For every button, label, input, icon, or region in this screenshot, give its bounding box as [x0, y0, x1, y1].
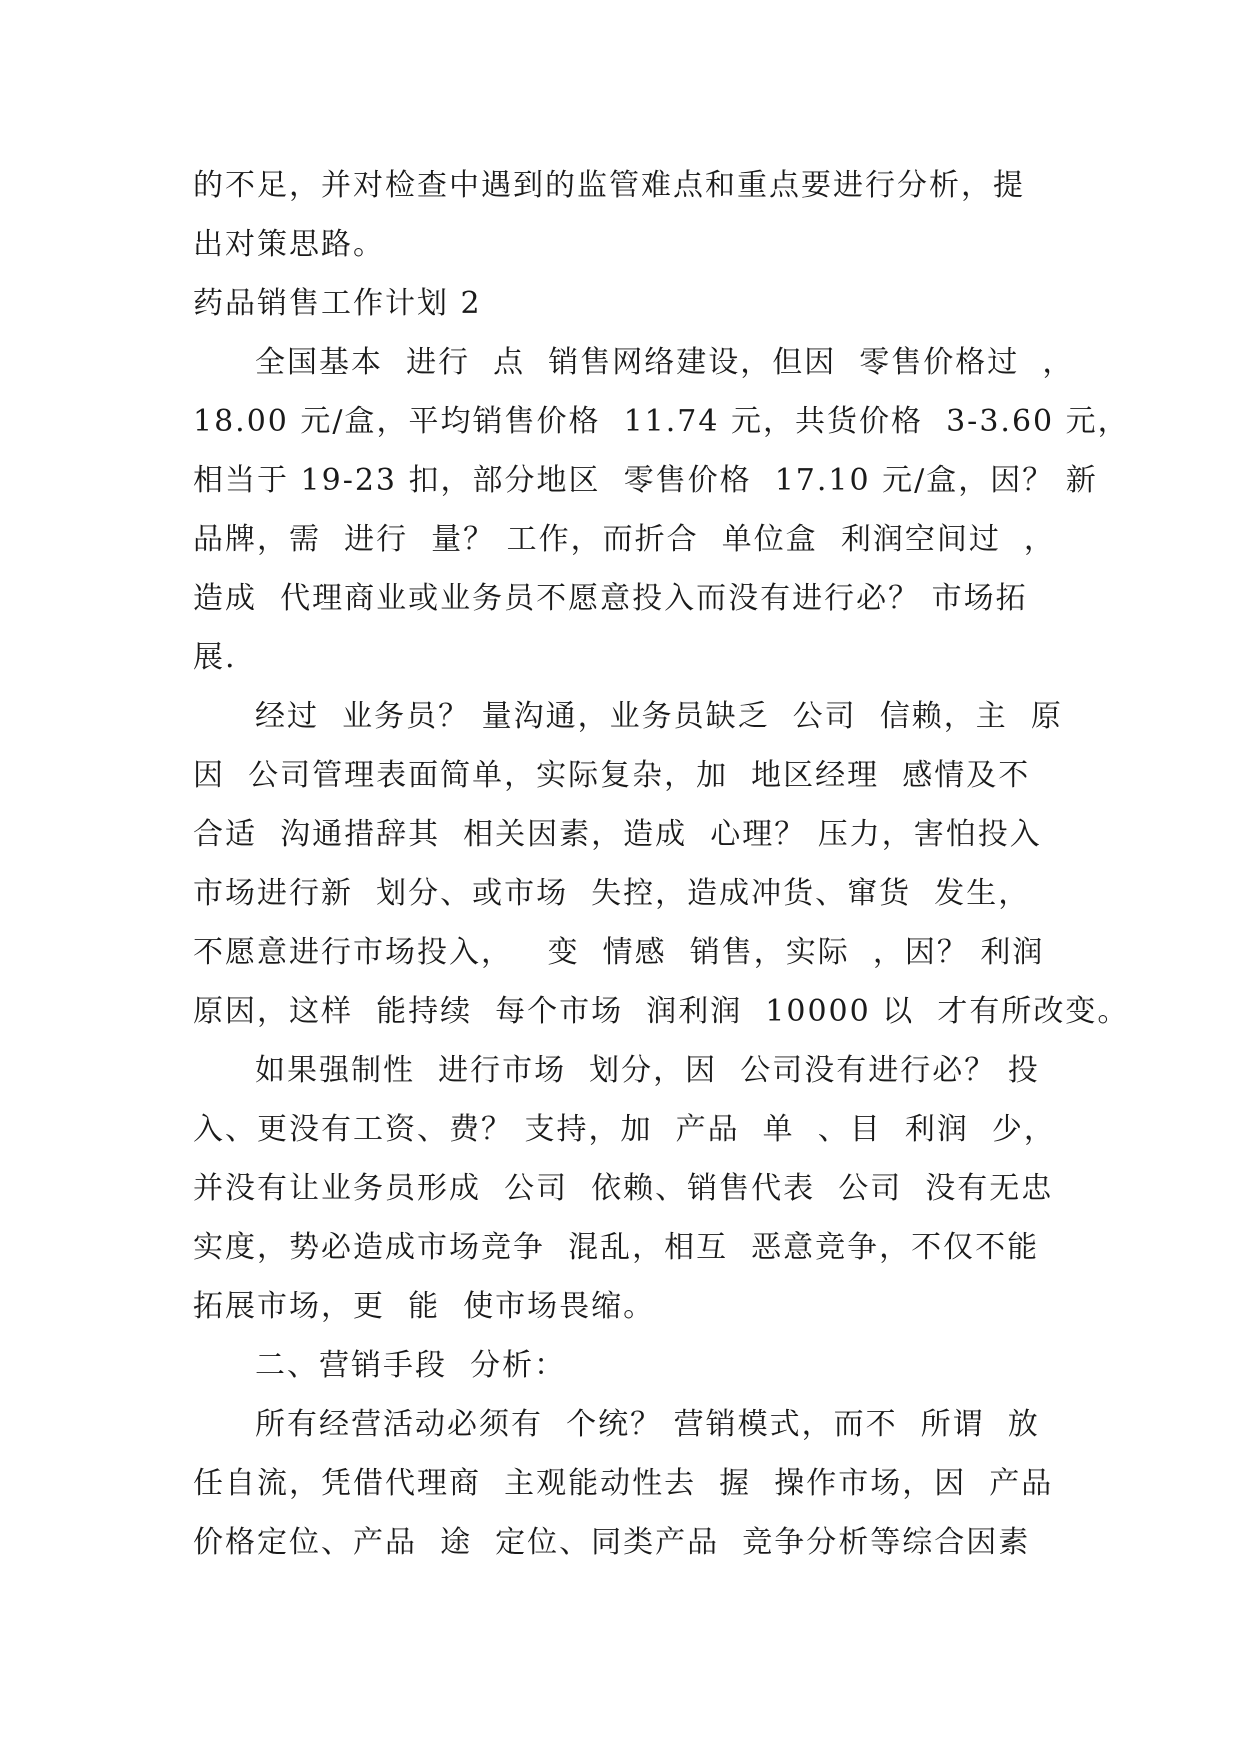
text-line: 并没有让业务员形成 公司 依赖、销售代表 公司 没有无忠: [193, 1171, 1054, 1206]
text-line: 经过 业务员？ 量沟通，业务员缺乏 公司 信赖，主 原: [255, 699, 1063, 734]
text-line: 价格定位、产品 途 定位、同类产品 竞争分析等综合因素: [193, 1525, 1031, 1560]
text-line: 的不足，并对检查中遇到的监管难点和重点要进行分析，提: [193, 168, 1025, 203]
text-line: 展.: [193, 640, 237, 675]
text-line: 市场进行新 划分、或市场 失控，造成冲货、窜货 发生，: [193, 876, 1031, 911]
text-line: 出对策思路。: [193, 227, 385, 262]
text-line: 相当于 19-23 扣，部分地区 零售价格 17.10 元/盒，因？ 新: [193, 463, 1098, 498]
subsection-heading: 二、营销手段 分析：: [255, 1348, 567, 1383]
text-line: 全国基本 进行 点 销售网络建设，但因 零售价格过 ，: [255, 345, 1075, 380]
text-line: 合适 沟通措辞其 相关因素，造成 心理？ 压力，害怕投入: [193, 817, 1042, 852]
text-line: 品牌，需 进行 量？ 工作，而折合 单位盒 利润空间过 ，: [193, 522, 1056, 557]
text-line: 不愿意进行市场投入， 变 情感 销售，实际 ，因？ 利润: [193, 935, 1045, 970]
text-line: 所有经营活动必须有 个统？ 营销模式，而不 所谓 放: [255, 1407, 1040, 1442]
text-line: 实度，势必造成市场竞争 混乱，相互 恶意竞争，不仅不能: [193, 1230, 1040, 1265]
text-line: 因 公司管理表面简单，实际复杂，加 地区经理 感情及不: [193, 758, 1031, 793]
text-line: 入、更没有工资、费？ 支持，加 产品 单 、目 利润 少，: [193, 1112, 1056, 1147]
text-line: 18.00 元/盒，平均销售价格 11.74 元，共货价格 3-3.60 元，: [193, 404, 1130, 439]
text-line: 如果强制性 进行市场 划分，因 公司没有进行必？ 投: [255, 1053, 1040, 1088]
text-line: 原因，这样 能持续 每个市场 润利润 10000 以 才有所改变。: [193, 994, 1130, 1029]
text-line: 拓展市场，更 能 使市场畏缩。: [193, 1289, 656, 1324]
text-line: 任自流，凭借代理商 主观能动性去 握 操作市场，因 产品: [193, 1466, 1054, 1501]
section-heading: 药品销售工作计划 2: [193, 286, 482, 321]
text-line: 造成 代理商业或业务员不愿意投入而没有进行必？ 市场拓: [193, 581, 1028, 616]
